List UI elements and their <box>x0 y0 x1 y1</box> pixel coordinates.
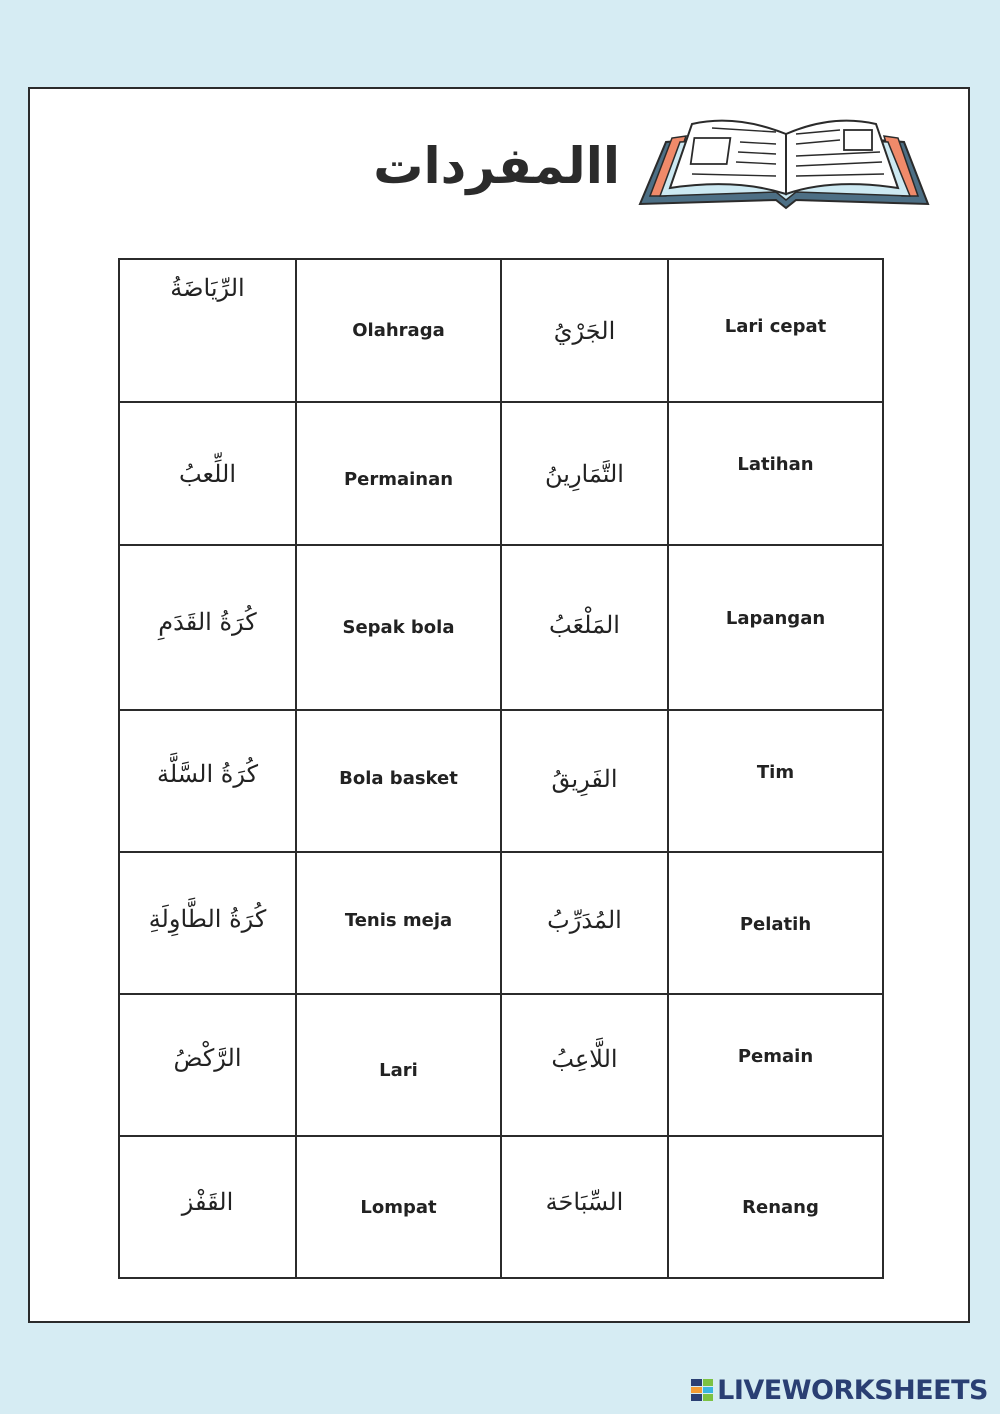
table-row <box>119 259 883 402</box>
arabic-word-cell: السِّبَاحَة <box>501 1136 668 1278</box>
liveworksheets-logo-icon <box>691 1379 713 1401</box>
arabic-word-cell: كُرَةُ الطَّاوِلَةِ <box>119 852 296 994</box>
meaning-cell: Lari cepat <box>668 259 883 402</box>
arabic-word-cell: القَفْز <box>119 1136 296 1278</box>
brand-name: LIVEWORKSHEETS <box>717 1374 988 1406</box>
vocabulary-table <box>118 258 884 1279</box>
arabic-word-cell: الجَرْيُ <box>501 259 668 402</box>
meaning-cell: Lapangan <box>668 545 883 710</box>
table-row <box>119 545 883 710</box>
table-row <box>119 852 883 994</box>
meaning-cell: Sepak bola <box>296 545 501 710</box>
page-title: االمفردات <box>373 137 620 195</box>
open-book-icon <box>636 112 932 212</box>
liveworksheets-brand <box>691 1372 988 1408</box>
arabic-word-cell: الرِّيَاضَةُ <box>119 259 296 402</box>
meaning-cell: Olahraga <box>296 259 501 402</box>
arabic-word-cell: المُدَرِّبُ <box>501 852 668 994</box>
meaning-cell: Bola basket <box>296 710 501 852</box>
meaning-cell: Pemain <box>668 994 883 1136</box>
table-row <box>119 710 883 852</box>
arabic-word-cell: كُرَةُ السَّلَّة <box>119 710 296 852</box>
arabic-word-cell: التَّمَارِينُ <box>501 402 668 545</box>
meaning-cell: Pelatih <box>668 852 883 994</box>
meaning-cell: Tenis meja <box>296 852 501 994</box>
table-row <box>119 1136 883 1278</box>
meaning-cell: Lari <box>296 994 501 1136</box>
arabic-word-cell: المَلْعَبُ <box>501 545 668 710</box>
meaning-cell: Tim <box>668 710 883 852</box>
table-row <box>119 994 883 1136</box>
table-row <box>119 402 883 545</box>
arabic-word-cell: الفَرِيقُ <box>501 710 668 852</box>
arabic-word-cell: كُرَةُ القَدَمِ <box>119 545 296 710</box>
meaning-cell: Lompat <box>296 1136 501 1278</box>
arabic-word-cell: اللَّاعِبُ <box>501 994 668 1136</box>
meaning-cell: Permainan <box>296 402 501 545</box>
arabic-word-cell: اللِّعبُ <box>119 402 296 545</box>
arabic-word-cell: الرَّكْضُ <box>119 994 296 1136</box>
meaning-cell: Latihan <box>668 402 883 545</box>
meaning-cell: Renang <box>668 1136 883 1278</box>
